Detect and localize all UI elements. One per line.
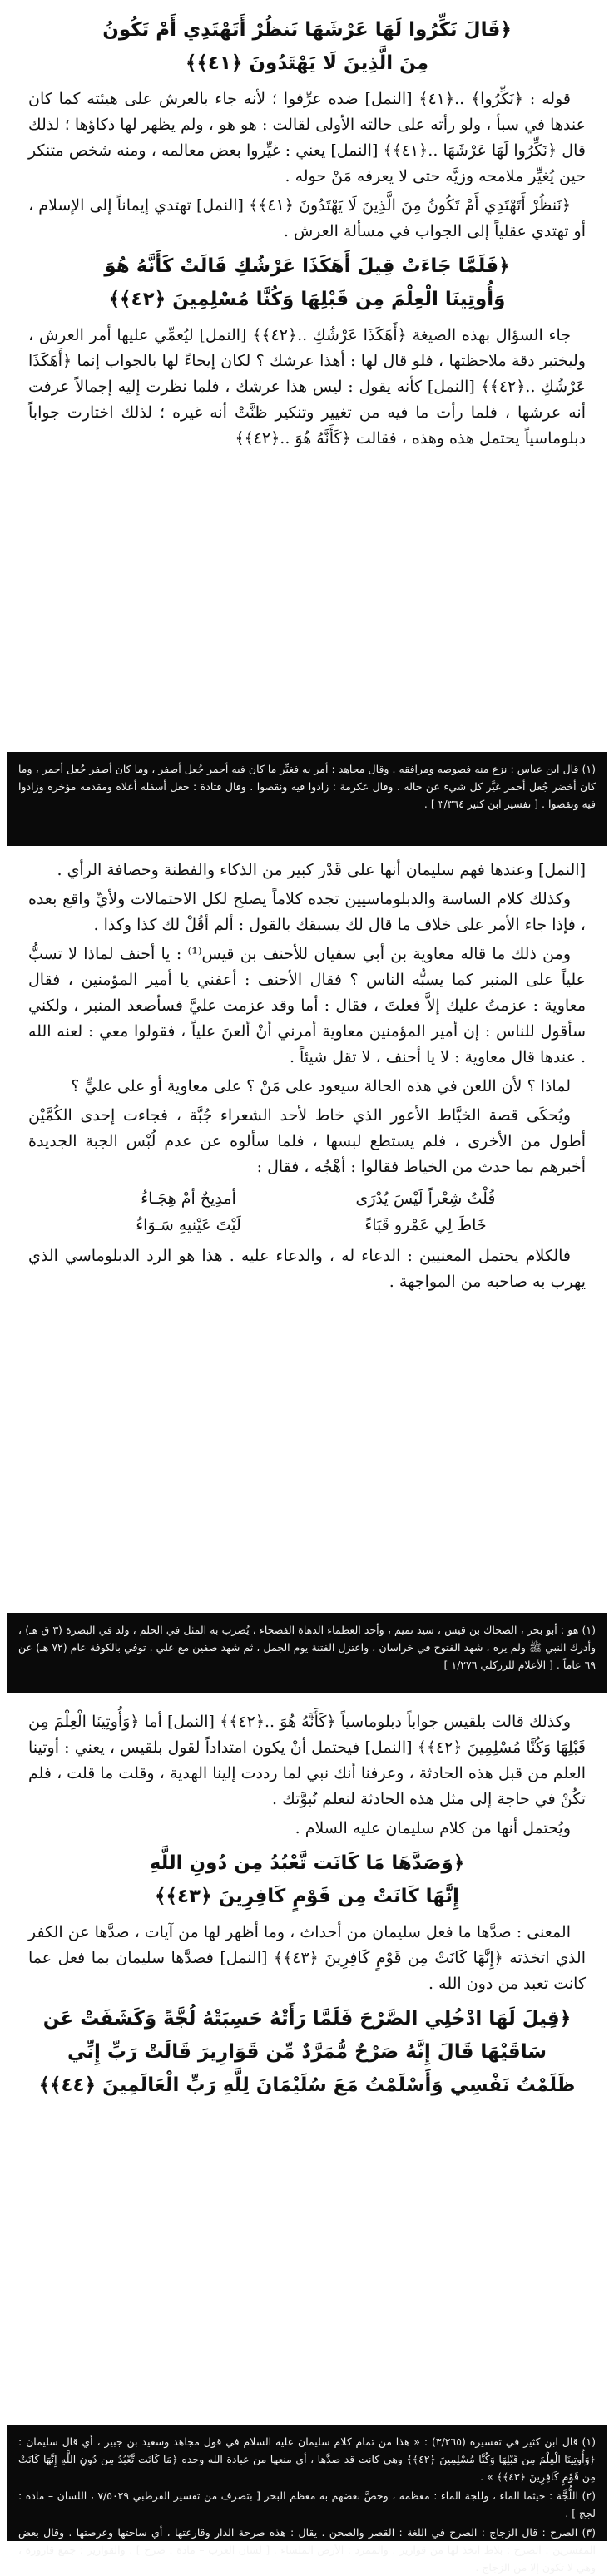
poem-hemistich: لَيْتَ عَيْنيهِ سَـوَاءُ	[136, 1216, 241, 1234]
poem-hemistich: أمدِيحٌ أمْ هِجَـاءُ	[141, 1189, 236, 1208]
verse-line: ﴿وَصَدَّهَا مَا كَانَت تَّعْبُدُ مِن دُونِ اللَّهِ	[149, 1852, 465, 1874]
footnote: (١) هو : أبو بحر ، الضحاك بن قيس ، سيد تميم ، وأحد العظماء الدهاة الفصحاء ، يُضرب به المثل في الحلم ، ولد في البصرة (٣ ق هـ) ، وأدرك النبي ﷺ ولم يره ، شهد الفتوح في خراسان ، واعتزل الفتنة يوم الجمل ، ثم شهد صفين مع علي . توفي بالكوفة عام (٧٢ هـ) عن ٦٩ عاماً . [ الأعلام للزركلي ١/٢٧٦ ]	[18, 1624, 596, 1671]
paragraph: وكذلك قالت بلقيس جواباً دبلوماسياً ﴿كَأَنَّهُ هُوَ ..﴿٤٢﴾﴾ [النمل] أما ﴿وَأُوتِينَا الْعِلْمَ مِن قَبْلِهَا وَكُنَّا مُسْلِمِينَ ﴿٤٢﴾﴾ [النمل] فيحتمل أنْ يكون امتداداً لقول بلقيس ، يعني : أوتينا العلم من قبل هذه الحادثة ، وعرفنا أنك نبي لما رددت إلينا الهدية ، وقلت ما قلت ، فلم تكُنْ في حاجة إلى مثل هذه الحادثة لنعلم نُبوَّتك .	[28, 1713, 586, 1808]
verse-line: ﴿قَالَ نَكِّرُوا لَهَا عَرْشَهَا نَنظُرْ أَتَهْتَدِي أَمْ تَكُونُ	[102, 19, 512, 41]
page-1	[0, 0, 614, 846]
footnotes-box	[7, 2425, 607, 2574]
page-3	[0, 1694, 614, 2574]
paragraph: فالكلام يحتمل المعنيين : الدعاء له ، والدعاء عليه . هذا هو الرد الدبلوماسي الذي يهرب به صاحبه من المواجهة .	[28, 1247, 586, 1291]
paragraph: قوله : ﴿نَكِّرُوا﴾ ..﴿٤١﴾ [النمل] ضده عرِّفوا ؛ لأنه جاء بالعرش على هيئته كما كان عندها في سبأ ، ولو رأته على حالته الأولى لقالت : هو هو ، ولم يظهر لها ذكاؤها ؛ لذلك قال ﴿نَكِّرُوا لَهَا عَرْشَهَا ..﴿٤١﴾﴾ [النمل] يعني : غيِّروا بعض معالمه ، ومنه شخص متنكر حين يُغيِّر ملامحه وزيَّه حتى لا يعرفه مَنْ حوله .	[28, 90, 586, 185]
verse-43	[28, 1847, 586, 1913]
verse-line: ﴿فَلَمَّا جَاءَتْ قِيلَ أَهَكَذَا عَرْشُكِ قَالَتْ كَأَنَّهُ هُوَ	[104, 255, 510, 277]
verse-line: ظَلَمْتُ نَفْسِي وَأَسْلَمْتُ مَعَ سُلَيْمَانَ لِلَّهِ رَبِّ الْعَالَمِينَ ﴿٤٤﴾﴾	[38, 2074, 576, 2096]
paragraph: [النمل] وعندها فهم سليمان أنها على قَدْر كبير من الذكاء والفطنة وحصافة الرأي .	[57, 861, 586, 879]
verse-line: مِنَ الَّذِينَ لَا يَهْتَدُونَ ﴿٤١﴾﴾	[185, 52, 429, 74]
poem	[28, 1185, 586, 1239]
paragraph: ﴿نَنظُرْ أَتَهْتَدِي أَمْ تَكُونُ مِنَ الَّذِينَ لَا يَهْتَدُونَ ﴿٤١﴾﴾ [النمل] تهتدي إيماناً إلى الإسلام ، أو تهتدي عقلياً إلى الجواب في مسألة العرش .	[28, 196, 586, 240]
paragraph: ومن ذلك ما قاله معاوية بن أبي سفيان للأحنف بن قيس⁽¹⁾ : يا أحنف لماذا لا تسبُّ علياً على المنبر كما يسبُّه الناس ؟ فقال الأحنف : أعفني يا أمير المؤمنين ، فقال معاوية : عزمتُ عليك إلاَّ فعلتَ ، فقال : أما وقد عزمت عليَّ فسأصعد المنبر ، ولكني سأقول للناس : إن أمير المؤمنين معاوية أمرني أنْ ألعنَ علياً ، فقولوا معي : لعنه الله . عندها قال معاوية : لا يا أحنف ، لا تقل شيئاً .	[28, 945, 586, 1066]
paragraph: ويُحكَى قصة الخيَّاط الأعور الذي خاط لأحد الشعراء جُبَّة ، فجاءت إحدى الكُمَّيْن أطول من الأخرى ، فلم يستطع لبسها ، فلما سألوه عن عدم لُبْس الجبة الجديدة أخبرهم بما حدث من الخياط فقالوا : أهْجُه ، فقال :	[28, 1106, 586, 1176]
verse-line: إِنَّهَا كَانَتْ مِن قَوْمٍ كَافِرِينَ ﴿٤٣﴾﴾	[155, 1886, 459, 1907]
footnotes-box	[7, 752, 607, 846]
paragraph: المعنى : صدَّها ما فعل سليمان من أحداث ، وما أظهر لها من آيات ، صدَّها عن الكفر الذي اتخذته ﴿إِنَّهَا كَانَتْ مِن قَوْمٍ كَافِرِينَ ﴿٤٣﴾﴾ [النمل] فصدَّها سليمان بما فعل عما كانت تعبد من دون الله .	[28, 1923, 586, 1993]
footnote: (١) قال ابن عباس : نزع منه فصوصه ومرافقه . وقال مجاهد : أمر به فغيِّر ما كان فيه أحمر جُعل أصفر ، وما كان أصفر جُعل أحمر ، وما كان أخضر جُعل أحمر غيَّر كل شيء عن حاله . وقال عكرمة : زادوا فيه ونقصوا . وقال قتادة : جعل أسفله أعلاه ومقدمه مؤخره وزادوا فيه ونقصوا . [ تفسير ابن كثير ٣/٣٦٤ ] .	[18, 763, 596, 810]
paragraph: جاء السؤال بهذه الصيغة ﴿أَهَكَذَا عَرْشُكِ ..﴿٤٢﴾﴾ [النمل] ليُعمِّي عليها أمر العرش ، وليختبر دقة ملاحظتها ، فلو قال لها : أهذا عرشك ؟ لكان إيحاءً لها بالجواب إنما ﴿أَهَكَذَا عَرْشُكِ ..﴿٤٢﴾﴾ [النمل] كأنه يقول : ليس هذا عرشك ، فلما نظرت إليه إجمالاً عرفت أنه عرشها ، فلما رأت ما فيه من تغيير وتنكير ظنَّتْ أنه غيره ؛ لذلك اختارت جواباً دبلوماسياً يحتمل هذه وهذه ، فقالت ﴿كَأَنَّهُ هُوَ ..﴿٤٢﴾﴾	[28, 326, 586, 447]
paragraph: ويُحتمل أنها من كلام سليمان عليه السلام .	[295, 1819, 571, 1837]
paragraph: وكذلك كلام الساسة والدبلوماسيين تجده كلاماً يصلح لكل الاحتمالات ولأيِّ واقع بعده ، فإذا جاء الأمر على خلاف ما قال لك يسبقك بالقول : ألم أقُلْ لك كذا وكذا .	[28, 890, 586, 934]
paragraph: لماذا ؟ لأن اللعن في هذه الحالة سيعود على مَنْ ؟ على معاوية أو على عليٍّ ؟	[71, 1077, 571, 1095]
page-2	[0, 846, 614, 1694]
footnotes-box	[7, 1613, 607, 1693]
poem-hemistich: خَاطَ لِي عَمْرو قَبَاءً	[364, 1216, 487, 1234]
verse-line: سَاقَيْهَا قَالَ إِنَّهُ صَرْحٌ مُّمَرَّدٌ مِّن قَوَارِيرَ قَالَتْ رَبِّ إِنِّي	[67, 2041, 547, 2063]
verse-line: وَأُوتِينَا الْعِلْمَ مِن قَبْلِهَا وَكُنَّا مُسْلِمِينَ ﴿٤٢﴾﴾	[108, 289, 506, 310]
footnote: (٣) الصرح : قال الزجاج : الصرح في اللغة : القصر والصحن . يقال : هذه صرحة الدار وقارعتها ، أي ساحتها وعرصتها . وقال بعض المفسرين : الصرح : بلاط اتخذ لها من قوارير . والممرد : الأرض الملساء . [ لسان العرب – مادة : صرح ] . والقوارير : جمع قارورة ، وهي لا تكون إلا من الزجاج .	[18, 2526, 596, 2574]
poem-hemistich: قُلْتُ شِعْراً لَيْسَ يُدْرَى	[355, 1189, 496, 1208]
page-2-body	[0, 846, 614, 1295]
verse-41	[28, 13, 586, 80]
page-3-body	[0, 1694, 614, 2102]
verse-44	[28, 2002, 586, 2102]
verse-42	[28, 250, 586, 316]
footnote: (٢) اللُّجَّة : حيثما الماء ، وللجة الماء : معظمه ، وخصَّ بعضهم به معظم البحر [ بتصرف من تفسير القرطبي ٧/٥٠٢٩ ، اللسان – مادة : لجج ] .	[18, 2489, 596, 2519]
verse-line: ﴿قِيلَ لَهَا ادْخُلِي الصَّرْحَ فَلَمَّا رَأَتْهُ حَسِبَتْهُ لُجَّةً وَكَشَفَتْ عَن	[42, 2008, 572, 2030]
page-1-body	[0, 0, 614, 452]
footnote: (١) قال ابن كثير في تفسيره (٣/٢٦٥) : « هذا من تمام كلام سليمان عليه السلام في قول مجاهد وسعيد بن جبير ، أي قال سليمان : ﴿وَأُوتِينَا الْعِلْمَ مِن قَبْلِهَا وَكُنَّا مُسْلِمِينَ ﴿٤٢﴾﴾ وهي كانت قد صدَّها ، أي منعها من عبادة الله وحده ﴿مَا كَانَت تَّعْبُدُ مِن دُونِ اللَّهِ إِنَّهَا كَانَتْ مِن قَوْمٍ كَافِرِينَ ﴿٤٣﴾﴾ » .	[18, 2435, 597, 2483]
